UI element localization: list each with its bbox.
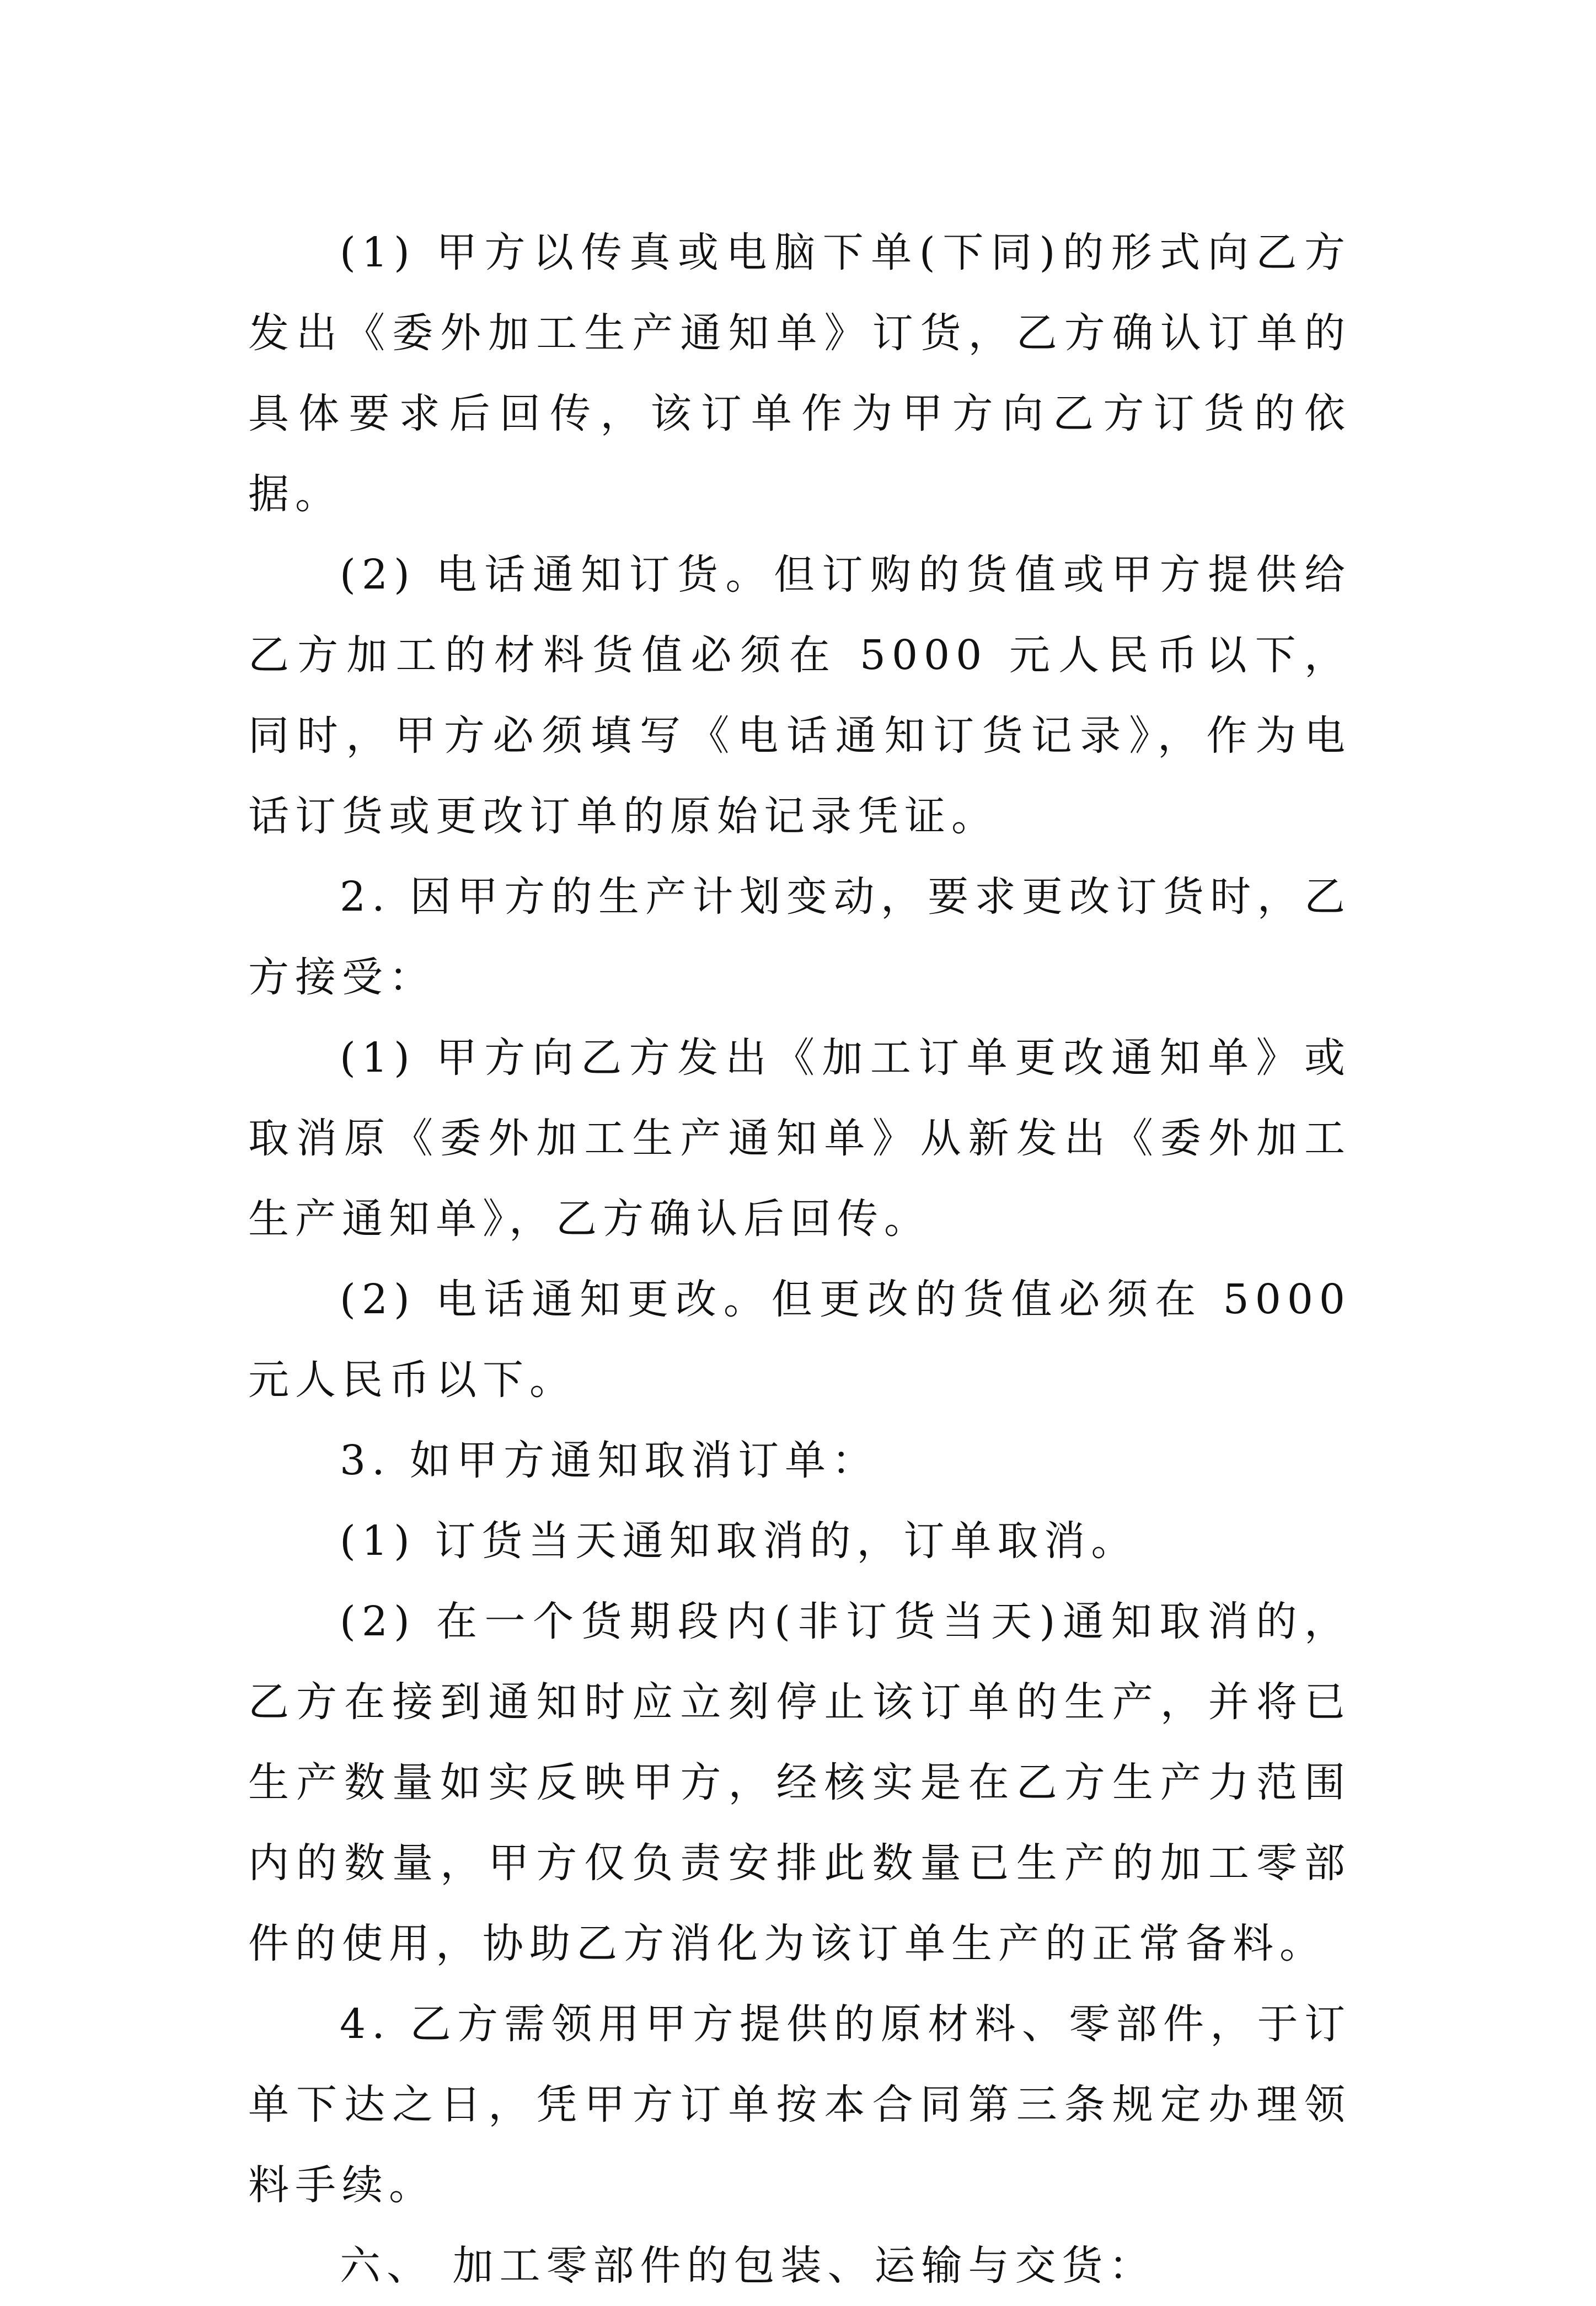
paragraph-period-cancel: (2) 在一个货期段内(非订货当天)通知取消的，乙方在接到通知时应立刻停止该订单的生产，并将已生产数量如实反映甲方，经核实是在乙方生产力范围内的数量，甲方仅负责安排此数量已生产的加工零部件的使用，协助乙方消化为该订单生产的正常备料。 xyxy=(248,1598,1351,1967)
paragraph-fax-order: (1) 甲方以传真或电脑下单(下同)的形式向乙方发出《委外加工生产通知单》订货，乙方确认订单的具体要求后回传，该订单作为甲方向乙方订货的依据。 xyxy=(248,229,1351,518)
paragraph-change-notice: (1) 甲方向乙方发出《加工订单更改通知单》或取消原《委外加工生产通知单》从新发出《委外加工生产通知单》，乙方确认后回传。 xyxy=(248,1034,1351,1243)
paragraph-order-change: 2. 因甲方的生产计划变动，要求更改订货时，乙方接受： xyxy=(248,873,1351,1001)
document-body xyxy=(248,212,1351,2306)
paragraph-phone-change: (2) 电话通知更改。但更改的货值必须在 5000 元人民币以下。 xyxy=(248,1276,1351,1404)
section-heading-packaging: 六、 加工零部件的包装、运输与交货： xyxy=(340,2242,1156,2289)
paragraph-same-day-cancel: (1) 订货当天通知取消的，订单取消。 xyxy=(340,1517,1138,1565)
paragraph-order-cancel: 3. 如甲方通知取消订单： xyxy=(340,1437,879,1484)
paragraph-material-pickup: 4. 乙方需领用甲方提供的原材料、零部件，于订单下达之日，凭甲方订单按本合同第三条规定办理领料手续。 xyxy=(248,2000,1351,2209)
paragraph-phone-order: (2) 电话通知订货。但订购的货值或甲方提供给乙方加工的材料货值必须在 5000 元人民币以下，同时，甲方必须填写《电话通知订货记录》，作为电话订货或更改订单的原始记录凭证。 xyxy=(248,551,1351,840)
